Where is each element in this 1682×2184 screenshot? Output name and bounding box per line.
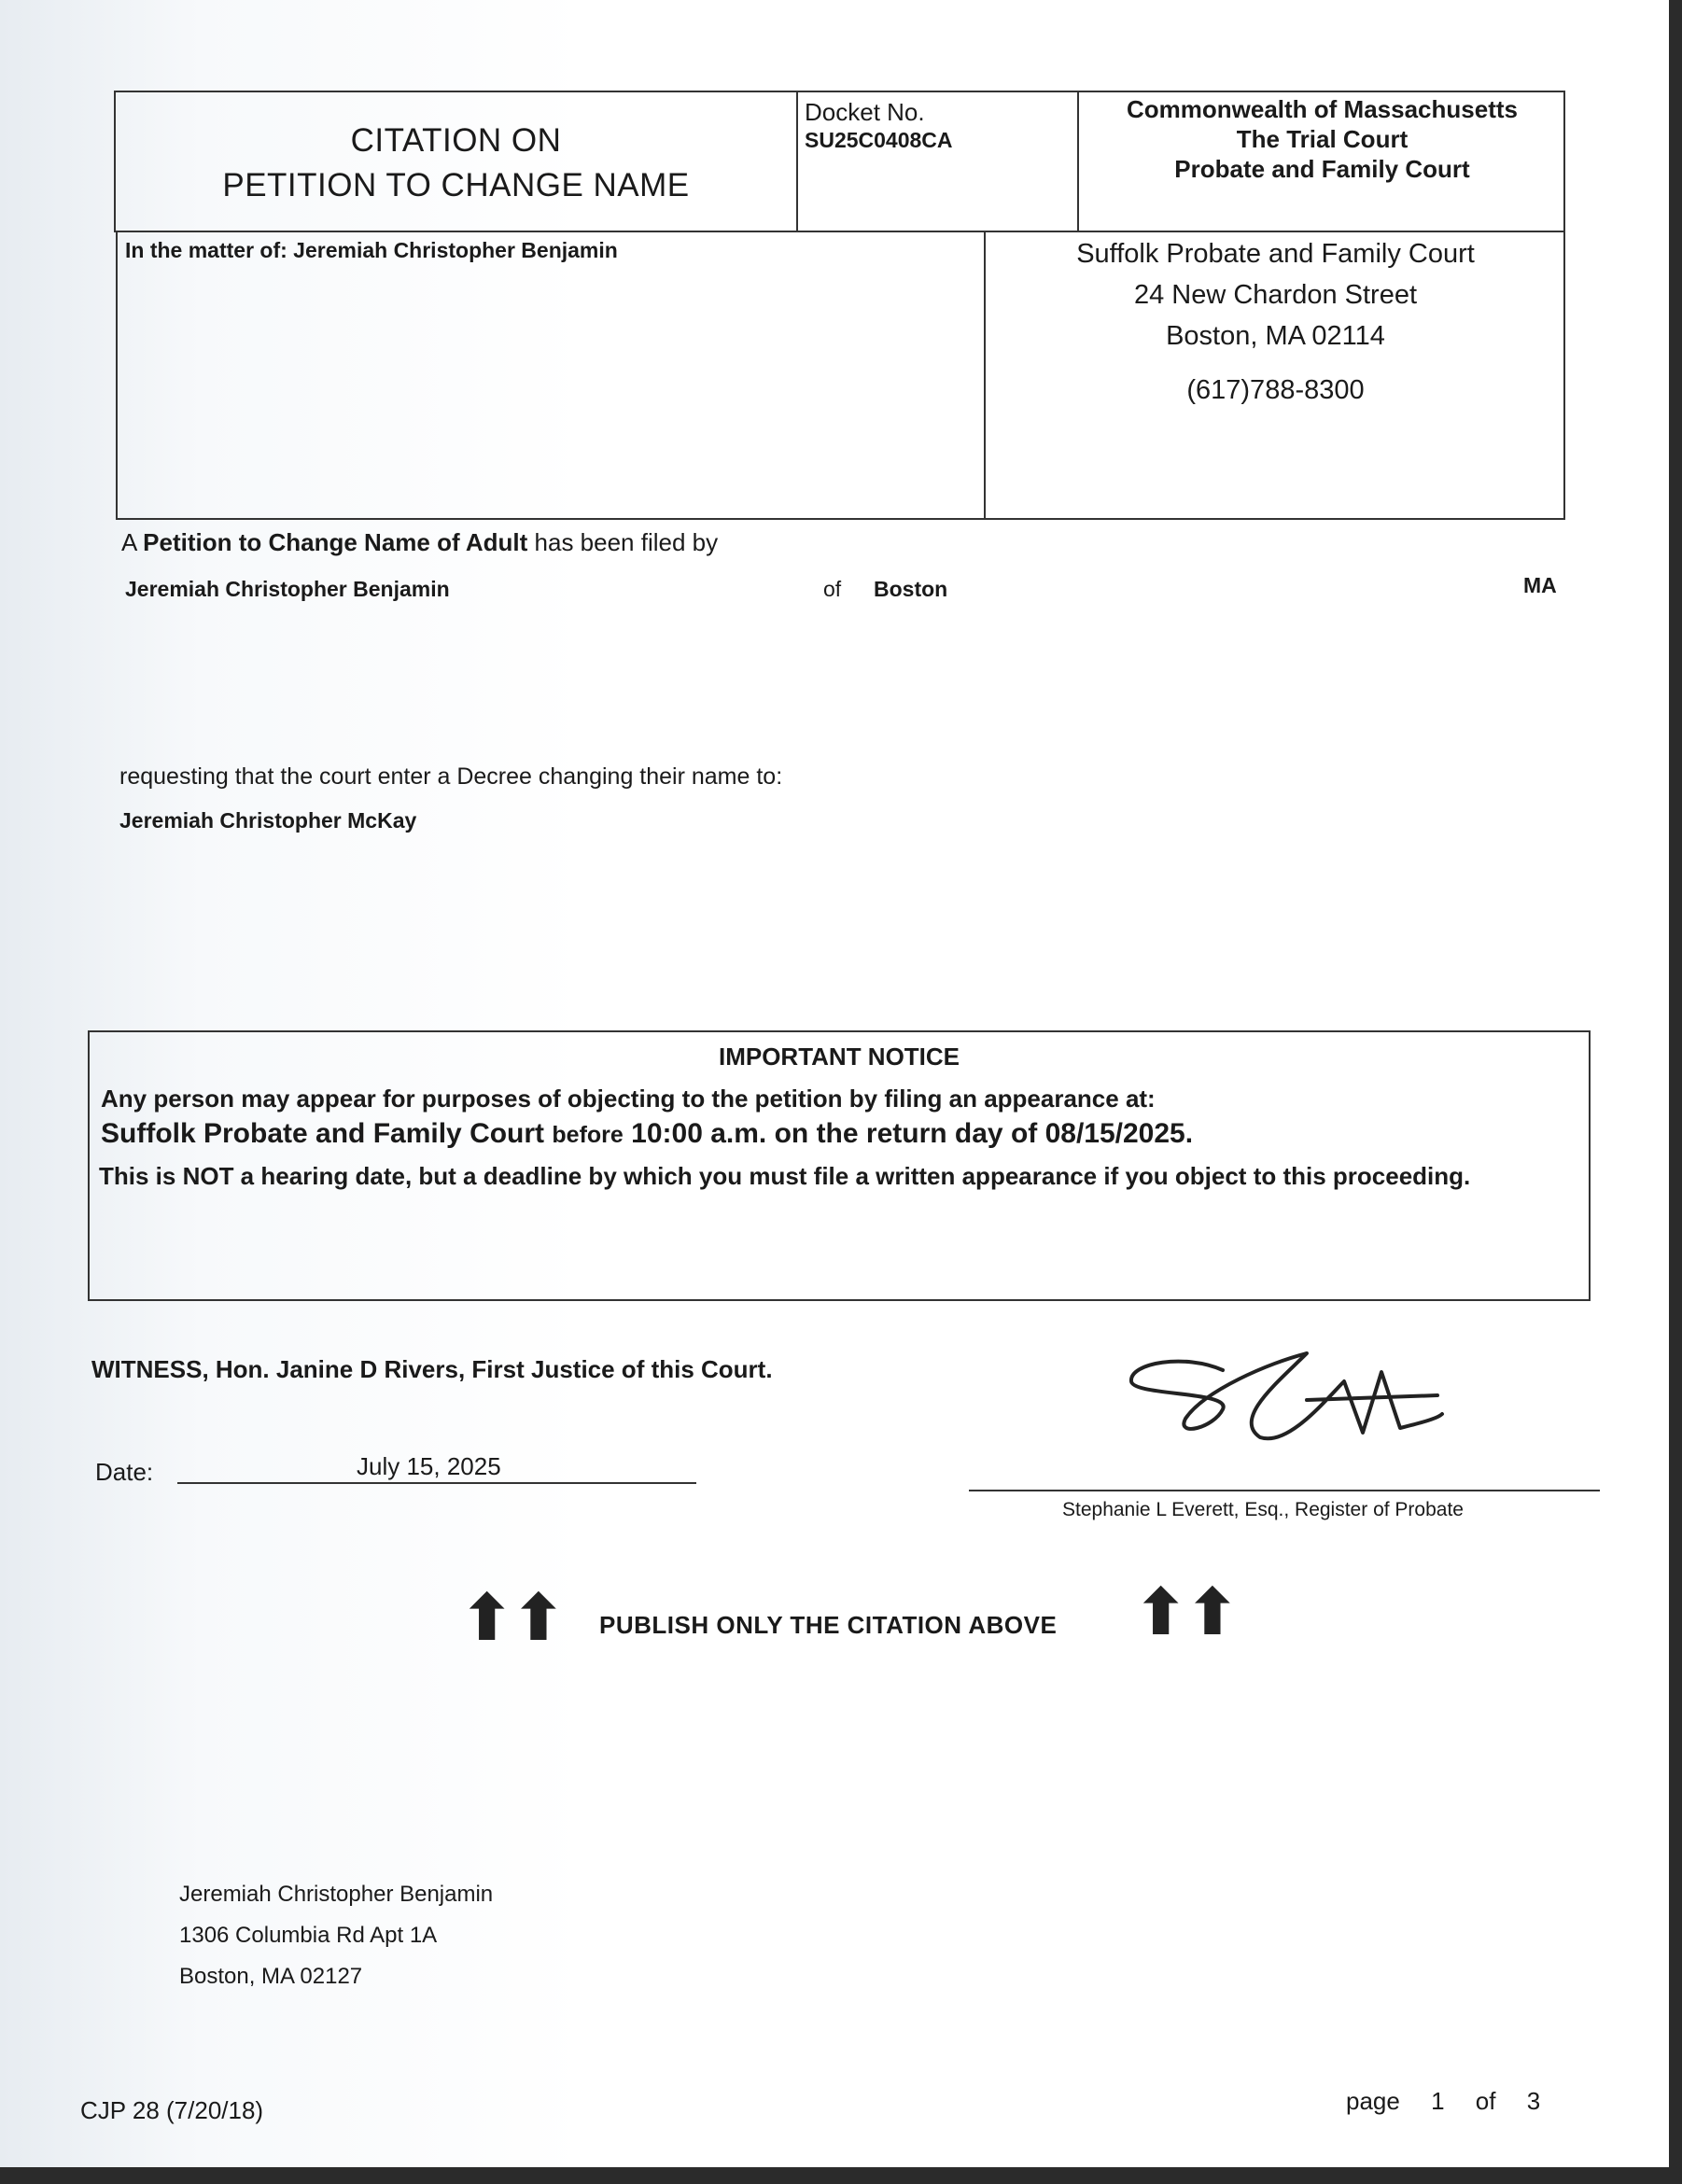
petition-type: Petition to Change Name of Adult xyxy=(143,528,528,556)
docket-number: SU25C0408CA xyxy=(805,128,953,152)
title-line-2: PETITION TO CHANGE NAME xyxy=(222,167,690,203)
court-city: Boston, MA 02114 xyxy=(1166,321,1385,351)
date-line xyxy=(177,1482,696,1484)
page-label: page xyxy=(1346,2087,1400,2115)
witness-statement: WITNESS, Hon. Janine D Rivers, First Justice of this Court. xyxy=(91,1355,773,1383)
page-num: 1 xyxy=(1431,2087,1445,2115)
matter-box xyxy=(116,232,1565,520)
date-value: July 15, 2025 xyxy=(357,1452,501,1480)
matter-label: In the matter of: Jeremiah Christopher Benjamin xyxy=(125,238,618,262)
page-number xyxy=(1346,2087,1564,2116)
petition-statement xyxy=(121,528,718,557)
trial-court-label: The Trial Court xyxy=(1236,125,1409,153)
court-phone: (617)788-8300 xyxy=(1186,375,1365,405)
page-of-label: of xyxy=(1475,2087,1496,2115)
notice-line-3: This is NOT a hearing date, but a deadline by which you must file a written appearance if you object to this proceeding. xyxy=(99,1162,1471,1190)
request-text: requesting that the court enter a Decree changing their name to: xyxy=(119,763,783,790)
petitioner-state: MA xyxy=(1523,573,1557,597)
header-box xyxy=(114,91,1565,232)
notice-court: Suffolk Probate and Family Court xyxy=(101,1118,545,1149)
new-name: Jeremiah Christopher McKay xyxy=(119,808,417,833)
petitioner-name: Jeremiah Christopher Benjamin xyxy=(125,577,450,601)
page-total: 3 xyxy=(1526,2087,1541,2115)
header-divider xyxy=(796,92,798,231)
up-arrows-icon: ⬆⬆ xyxy=(461,1583,565,1652)
mailing-city: Boston, MA 02127 xyxy=(179,1964,363,1989)
petition-prefix: A xyxy=(121,528,136,556)
court-address xyxy=(986,232,1565,410)
of-label: of xyxy=(823,577,842,601)
court-name: Suffolk Probate and Family Court xyxy=(1076,239,1475,269)
document-title xyxy=(116,119,796,208)
petition-suffix: has been filed by xyxy=(534,528,719,556)
docket-label: Docket No. xyxy=(805,98,925,126)
date-label: Date: xyxy=(95,1458,154,1486)
title-line-1: CITATION ON xyxy=(350,122,562,159)
signature-image xyxy=(1120,1344,1456,1465)
notice-deadline xyxy=(101,1118,1193,1150)
court-heading xyxy=(1079,94,1565,184)
division-label: Probate and Family Court xyxy=(1174,155,1470,183)
notice-line-1: Any person may appear for purposes of objecting to the petition by filing an appearance at: xyxy=(101,1085,1156,1113)
court-street: 24 New Chardon Street xyxy=(1133,280,1418,310)
important-notice-box xyxy=(88,1030,1591,1301)
up-arrows-icon: ⬆⬆ xyxy=(1135,1577,1239,1646)
notice-title: IMPORTANT NOTICE xyxy=(718,1043,960,1071)
mailing-name: Jeremiah Christopher Benjamin xyxy=(179,1882,494,1907)
signature-line xyxy=(969,1490,1600,1491)
petitioner-city: Boston xyxy=(874,577,948,601)
mailing-street: 1306 Columbia Rd Apt 1A xyxy=(179,1923,438,1948)
signer-name: Stephanie L Everett, Esq., Register of Probate xyxy=(1062,1499,1464,1520)
commonwealth-label: Commonwealth of Massachusetts xyxy=(1127,95,1518,123)
publish-instruction: PUBLISH ONLY THE CITATION ABOVE xyxy=(599,1611,1058,1639)
notice-deadline-text: 10:00 a.m. on the return day of 08/15/2025. xyxy=(631,1118,1194,1149)
mailing-address xyxy=(179,1874,493,1997)
notice-before: before xyxy=(552,1122,624,1148)
form-id: CJP 28 (7/20/18) xyxy=(80,2096,264,2124)
